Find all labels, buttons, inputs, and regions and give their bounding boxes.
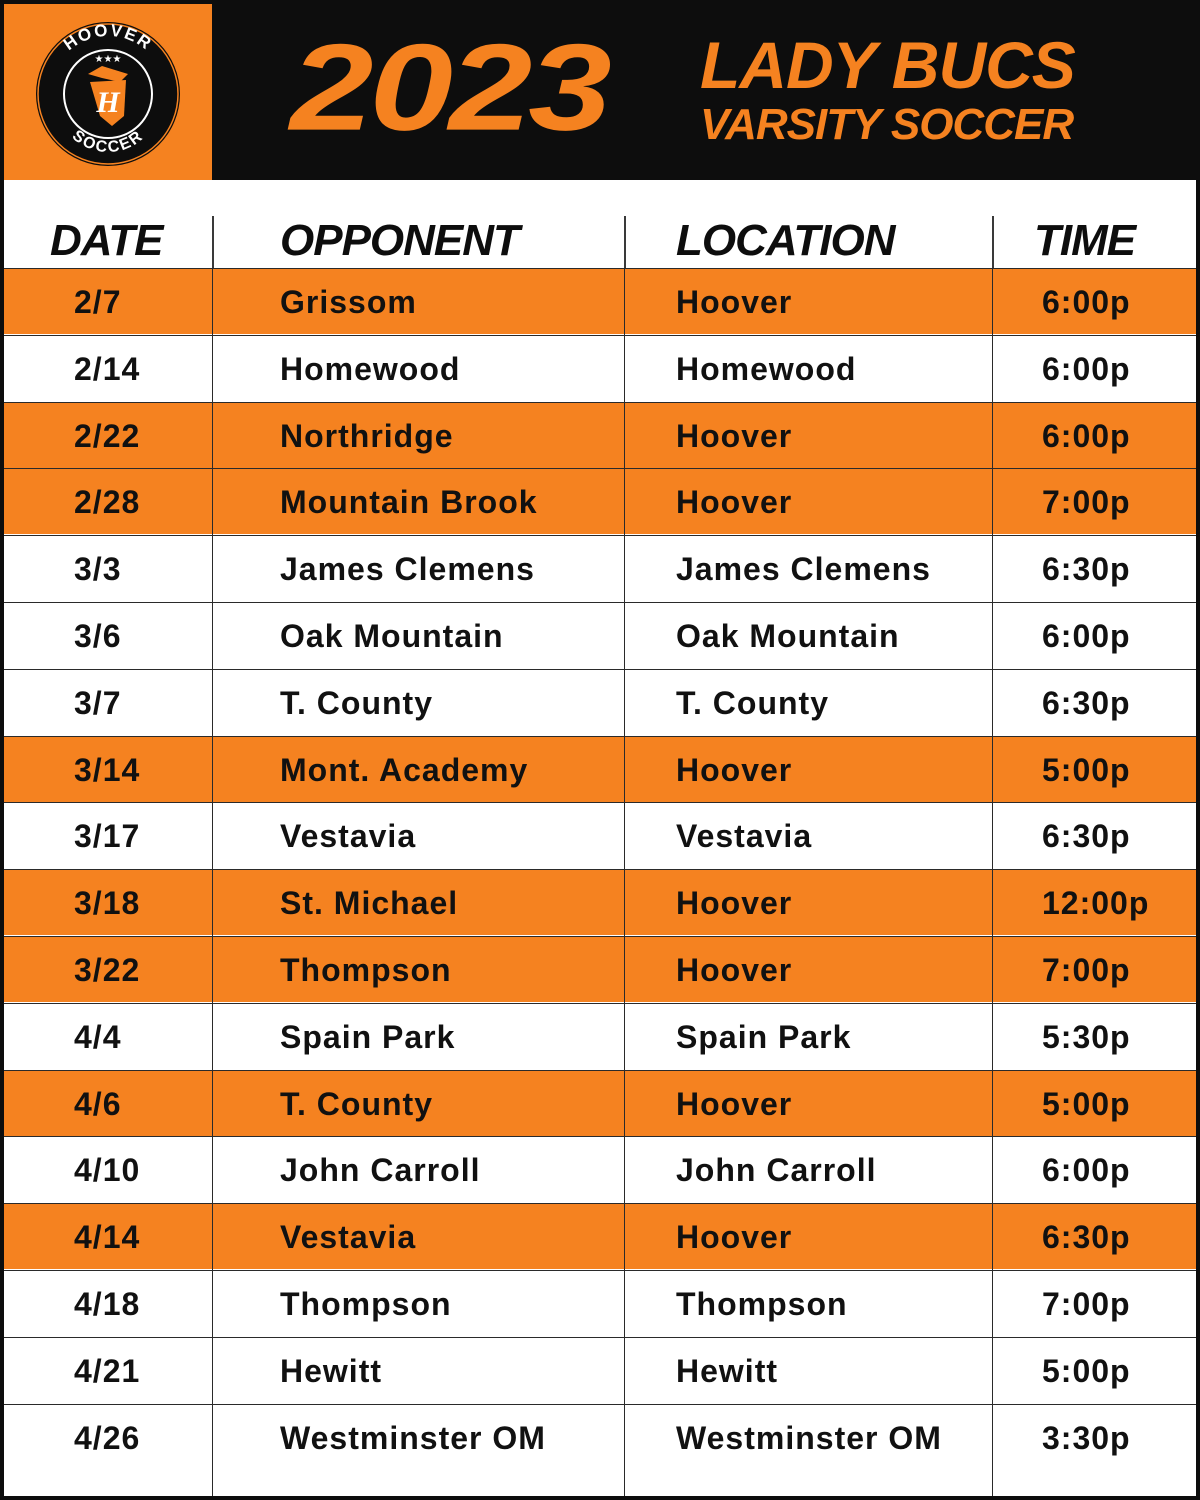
cell-date: 3/6 <box>74 618 122 654</box>
cell-time: 5:00p <box>1042 751 1131 788</box>
table-row <box>4 1070 1196 1136</box>
logo-panel <box>4 4 212 180</box>
table-row <box>4 402 1196 468</box>
column-divider <box>624 268 625 1496</box>
cell-opponent: Grissom <box>280 284 417 320</box>
cell-date: 2/7 <box>74 284 122 320</box>
cell-opponent: T. County <box>280 684 433 721</box>
table-row <box>4 335 1196 401</box>
cell-location: Westminster OM <box>676 1419 942 1456</box>
cell-date: 4/21 <box>74 1352 141 1389</box>
cell-time: 6:00p <box>1042 284 1131 320</box>
cell-opponent: Vestavia <box>280 818 417 855</box>
cell-location: Hoover <box>676 1219 793 1256</box>
table-row <box>4 1003 1196 1069</box>
cell-date: 4/4 <box>74 1018 122 1055</box>
column-divider <box>992 268 993 1496</box>
cell-location: Hoover <box>676 284 793 320</box>
table-row <box>4 602 1196 668</box>
title-lady-bucs: LADY BUCS <box>700 28 1075 102</box>
cell-location: Oak Mountain <box>676 618 900 654</box>
cell-location: Thompson <box>676 1286 848 1322</box>
table-row <box>4 1404 1196 1470</box>
table-row <box>4 736 1196 802</box>
cell-date: 2/28 <box>74 484 141 521</box>
table-row <box>4 869 1196 935</box>
title-year: 2023 <box>290 18 608 156</box>
table-row <box>4 1337 1196 1403</box>
column-divider <box>212 268 213 1496</box>
cell-date: 2/14 <box>74 350 141 387</box>
cell-date: 3/7 <box>74 684 122 721</box>
cell-location: Hoover <box>676 1085 793 1122</box>
schedule-table <box>4 180 1196 1496</box>
cell-time: 5:00p <box>1042 1085 1131 1122</box>
cell-opponent: James Clemens <box>280 551 535 588</box>
header-divider <box>992 216 994 268</box>
cell-time: 6:00p <box>1042 350 1131 387</box>
table-row <box>4 268 1196 334</box>
cell-location: James Clemens <box>676 551 931 588</box>
cell-location: Hoover <box>676 484 793 521</box>
cell-opponent: Mont. Academy <box>280 751 529 788</box>
cell-location: Homewood <box>676 350 857 387</box>
header-banner <box>0 0 1200 180</box>
cell-opponent: Homewood <box>280 350 461 387</box>
header-divider <box>212 216 214 268</box>
table-row <box>4 535 1196 601</box>
table-row <box>4 936 1196 1002</box>
cell-opponent: Spain Park <box>280 1018 456 1055</box>
cell-location: Hoover <box>676 751 793 788</box>
cell-opponent: Thompson <box>280 952 452 988</box>
cell-time: 3:30p <box>1042 1419 1131 1456</box>
cell-date: 3/22 <box>74 952 141 988</box>
cell-location: T. County <box>676 684 829 721</box>
cell-date: 3/14 <box>74 751 141 788</box>
cell-location: Spain Park <box>676 1018 852 1055</box>
table-row <box>4 1136 1196 1202</box>
cell-opponent: Westminster OM <box>280 1419 546 1456</box>
cell-location: Hoover <box>676 885 793 922</box>
cell-time: 6:30p <box>1042 551 1131 588</box>
cell-location: John Carroll <box>676 1152 877 1189</box>
cell-date: 4/10 <box>74 1152 141 1189</box>
cell-opponent: T. County <box>280 1085 433 1122</box>
cell-opponent: John Carroll <box>280 1152 481 1189</box>
logo-letter: H <box>96 86 120 119</box>
cell-opponent: Hewitt <box>280 1352 382 1389</box>
header-divider <box>624 216 626 268</box>
hoover-soccer-logo-icon <box>4 4 212 180</box>
cell-opponent: Thompson <box>280 1286 452 1322</box>
column-header-opponent: OPPONENT <box>280 216 519 265</box>
cell-opponent: St. Michael <box>280 885 459 922</box>
cell-time: 6:30p <box>1042 1219 1131 1256</box>
cell-opponent: Oak Mountain <box>280 618 504 654</box>
table-row <box>4 802 1196 868</box>
column-header-date: DATE <box>50 216 163 265</box>
cell-date: 3/18 <box>74 885 141 922</box>
cell-location: Vestavia <box>676 818 813 855</box>
table-row <box>4 468 1196 534</box>
table-row <box>4 1270 1196 1336</box>
table-row <box>4 669 1196 735</box>
cell-date: 3/3 <box>74 551 122 588</box>
cell-opponent: Mountain Brook <box>280 484 538 521</box>
cell-time: 6:30p <box>1042 684 1131 721</box>
cell-time: 6:30p <box>1042 818 1131 855</box>
cell-location: Hoover <box>676 417 793 454</box>
cell-time: 7:00p <box>1042 1286 1131 1322</box>
column-header-row <box>4 180 1196 268</box>
cell-location: Hoover <box>676 952 793 988</box>
cell-location: Hewitt <box>676 1352 778 1389</box>
cell-date: 2/22 <box>74 417 141 454</box>
cell-time: 5:00p <box>1042 1352 1131 1389</box>
title-varsity-soccer: VARSITY SOCCER <box>700 100 1074 149</box>
cell-time: 5:30p <box>1042 1018 1131 1055</box>
column-header-location: LOCATION <box>676 216 895 265</box>
cell-date: 4/26 <box>74 1419 141 1456</box>
cell-time: 7:00p <box>1042 484 1131 521</box>
logo-bottom-text: SOCCER <box>68 127 148 157</box>
cell-opponent: Northridge <box>280 417 454 454</box>
cell-date: 3/17 <box>74 818 141 855</box>
logo-top-text: HOOVER <box>59 20 157 55</box>
cell-time: 7:00p <box>1042 952 1131 988</box>
cell-opponent: Vestavia <box>280 1219 417 1256</box>
logo-stars: ★★★ <box>94 54 122 65</box>
cell-date: 4/6 <box>74 1085 122 1122</box>
cell-time: 12:00p <box>1042 885 1150 922</box>
cell-date: 4/14 <box>74 1219 141 1256</box>
table-row <box>4 1203 1196 1269</box>
cell-date: 4/18 <box>74 1286 141 1322</box>
cell-time: 6:00p <box>1042 618 1131 654</box>
column-header-time: TIME <box>1034 216 1136 265</box>
cell-time: 6:00p <box>1042 1152 1131 1189</box>
cell-time: 6:00p <box>1042 417 1131 454</box>
